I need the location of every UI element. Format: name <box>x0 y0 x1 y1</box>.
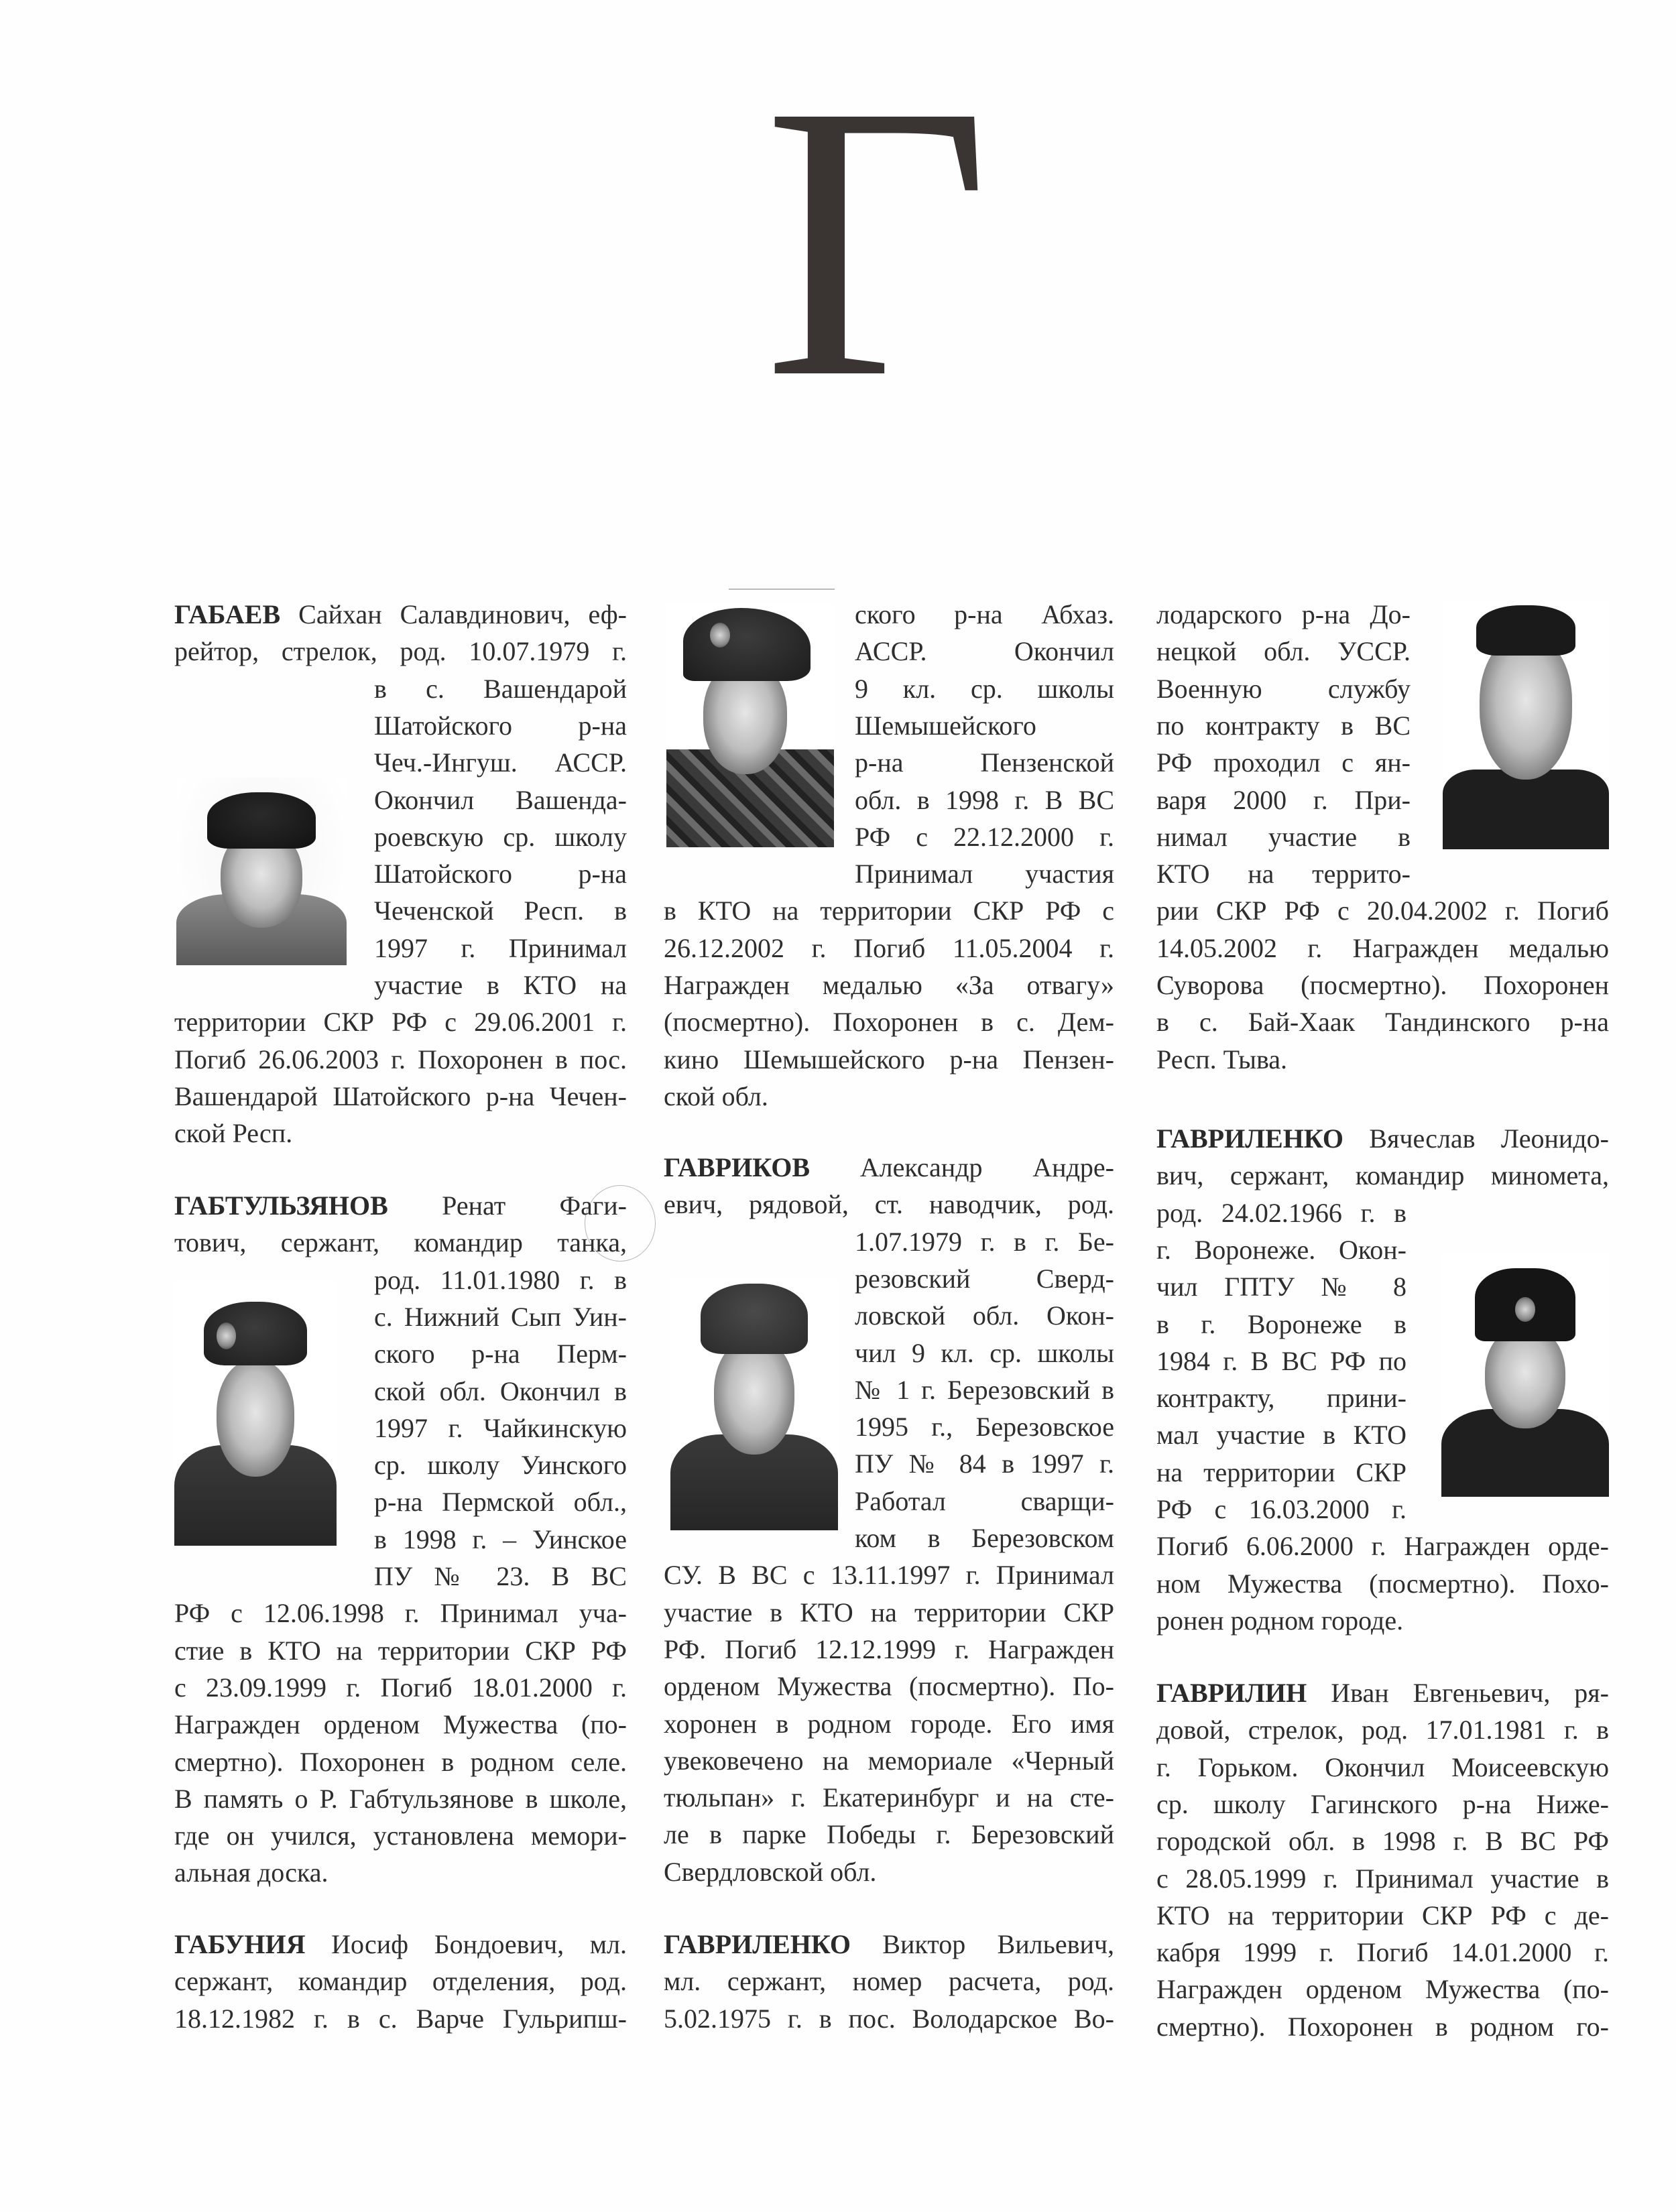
line-text: городской обл. в 1998 г. В ВС РФ <box>1156 1826 1609 1857</box>
biography-line <box>174 1187 627 1224</box>
line-text: КТО на террито- <box>1156 859 1411 889</box>
line-text: сержант, командир отделения, род. <box>174 1966 627 1997</box>
line-text: нецкой обл. УССР. <box>1156 636 1411 667</box>
line-text: чил 9 кл. ср. школы <box>855 1337 1114 1368</box>
photo-face <box>714 1339 794 1455</box>
line-text: Окончил Вашенда- <box>374 784 627 815</box>
biography-line <box>1156 1003 1609 1040</box>
biography-line <box>1156 2008 1609 2045</box>
biography-line <box>374 1373 627 1410</box>
biography-line <box>1156 1306 1406 1343</box>
photo-hair <box>207 792 316 849</box>
line-text: ком в Березовском <box>855 1523 1114 1553</box>
photo-cap-badge <box>710 623 730 647</box>
line-text: смертно). Похоронен в родном селе. <box>174 1746 627 1777</box>
line-text: КТО на территории СКР РФ с де- <box>1156 1900 1609 1930</box>
biography-line <box>1156 1157 1609 1194</box>
line-text: Вячеслав Леонидо- <box>1369 1123 1609 1154</box>
line-text: Шатойского р-на <box>374 710 627 741</box>
line-text: стие в КТО на территории СКР РФ <box>174 1635 627 1666</box>
surname: ГАВРИКОВ <box>664 1152 811 1182</box>
biography-line <box>374 707 627 744</box>
biography-line <box>1156 1565 1609 1602</box>
biography-line <box>374 1483 627 1520</box>
biography-line <box>1156 930 1609 967</box>
line-text: смертно). Похоронен в родном го- <box>1156 2011 1609 2042</box>
line-text: в с. Вашендарой <box>374 673 627 704</box>
biography-line <box>664 1816 1114 1853</box>
biography-line <box>174 1115 627 1152</box>
photo-face <box>217 1360 294 1477</box>
line-text: РФ с 12.06.1998 г. Принимал уча- <box>174 1598 627 1629</box>
biography-line <box>174 1595 627 1632</box>
line-text: РФ с 16.03.2000 г. <box>1156 1494 1406 1524</box>
line-text: орденом Мужества (посмертно). По- <box>664 1671 1114 1702</box>
biography-line <box>374 818 627 855</box>
biography-line <box>174 2000 627 2037</box>
line-text: участие в КТО на территории СКР <box>664 1597 1114 1627</box>
line-text: ловской обл. Окон- <box>855 1300 1114 1331</box>
biography-line <box>664 1003 1114 1040</box>
biography-line <box>855 1483 1114 1520</box>
biography-line <box>855 855 1114 892</box>
biography-line <box>1156 707 1411 744</box>
portrait-photo-gabuniya <box>666 603 834 847</box>
line-text: Иван Евгеньевич, ря- <box>1331 1678 1609 1708</box>
biography-line <box>664 1631 1114 1668</box>
biography-line <box>855 1445 1114 1482</box>
biography-line <box>1156 967 1609 1003</box>
biography-line <box>374 1335 627 1372</box>
line-text: довой, стрелок, род. 17.01.1981 г. в <box>1156 1715 1609 1745</box>
line-text: ном Мужества (посмертно). Похо- <box>1156 1568 1609 1599</box>
section-letter: Г <box>763 24 991 458</box>
biography-line <box>855 1408 1114 1445</box>
biography-line <box>855 818 1114 855</box>
biography-line <box>1156 1491 1406 1528</box>
line-text: 1984 г. В ВС РФ по <box>1156 1345 1406 1376</box>
biography-line <box>374 670 627 707</box>
line-text: Иосиф Бондоевич, мл. <box>331 1929 627 1959</box>
biography-line <box>1156 1343 1406 1379</box>
line-text: территории СКР РФ с 29.06.2001 г. <box>174 1007 627 1038</box>
line-text: в 1998 г. – Уинское <box>374 1524 627 1554</box>
photo-cap <box>701 1284 808 1354</box>
line-text: рии СКР РФ с 20.04.2002 г. Погиб <box>1156 896 1609 926</box>
line-text: вич, сержант, командир миномета, <box>1156 1160 1609 1191</box>
line-text: № 1 г. Березовский в <box>855 1374 1114 1405</box>
biography-line <box>664 1668 1114 1705</box>
biography-line <box>855 670 1114 707</box>
biography-line <box>174 1706 627 1743</box>
line-text: Ренат Фаги- <box>442 1190 627 1221</box>
biography-line <box>1156 744 1411 781</box>
biography-line <box>174 1780 627 1817</box>
line-text: ПУ № 84 в 1997 г. <box>855 1449 1114 1479</box>
line-text: кино Шемышейского р-на Пензен- <box>664 1044 1114 1074</box>
line-text: Шатойского р-на <box>374 859 627 889</box>
line-text: Награжден медалью «За отвагу» <box>664 970 1114 1000</box>
line-text: по контракту в ВС <box>1156 710 1411 741</box>
biography-line <box>855 596 1114 633</box>
biography-line <box>174 1743 627 1780</box>
surname: ГАБАЕВ <box>174 599 281 629</box>
portrait-photo-gavrilenko-viktor <box>1443 601 1609 849</box>
line-text: ского р-на Перм- <box>374 1339 627 1369</box>
line-text: на территории СКР <box>1156 1457 1406 1487</box>
photo-hair <box>1476 605 1576 655</box>
biography-line <box>174 1669 627 1706</box>
biography-line <box>664 2000 1114 2037</box>
biography-line <box>1156 1602 1609 1639</box>
biography-line <box>374 1521 627 1558</box>
biography-line <box>174 596 627 633</box>
line-text: СУ. В ВС с 13.11.1997 г. Принимал <box>664 1560 1114 1591</box>
biography-line <box>174 1817 627 1854</box>
biography-line <box>664 930 1114 967</box>
biography-line <box>1156 1971 1609 2008</box>
line-text: (посмертно). Похоронен в с. Дем- <box>664 1007 1114 1038</box>
line-text: обл. в 1998 г. В ВС <box>855 784 1114 815</box>
biography-line <box>664 1078 1114 1115</box>
biography-line <box>1156 1416 1406 1453</box>
line-text: Работал сварщи- <box>855 1485 1114 1516</box>
line-text: Респ. Тыва. <box>1156 1044 1288 1074</box>
line-text: РФ. Погиб 12.12.1999 г. Награжден <box>664 1634 1114 1664</box>
biography-line <box>374 1558 627 1595</box>
line-text: роевскую ср. школу <box>374 821 627 852</box>
biography-line <box>1156 1786 1609 1823</box>
line-text: Свердловской обл. <box>664 1856 877 1887</box>
photo-face <box>1485 1327 1565 1428</box>
photo-cap-badge <box>1515 1297 1535 1321</box>
biography-line <box>664 892 1114 929</box>
biography-line <box>855 1297 1114 1334</box>
line-text: р-на Пензенской <box>855 747 1114 778</box>
line-text: нимал участие в <box>1156 821 1411 852</box>
biography-line <box>664 1926 1114 1963</box>
surname: ГАБТУЛЬЗЯНОВ <box>174 1190 388 1221</box>
line-text: род. 11.01.1980 г. в <box>374 1264 627 1295</box>
biography-line <box>664 1779 1114 1816</box>
photo-face <box>1480 635 1573 780</box>
biography-line <box>174 1926 627 1963</box>
line-text: г. Горьком. Окончил Моисеевскую <box>1156 1752 1609 1782</box>
biography-line <box>374 1447 627 1483</box>
biography-line <box>174 1963 627 2000</box>
biography-line <box>855 782 1114 818</box>
biography-line <box>855 1223 1114 1260</box>
line-text: хоронен в родном городе. Его имя <box>664 1708 1114 1739</box>
biography-line <box>174 1003 627 1040</box>
line-text: г. Воронеже. Окон- <box>1156 1234 1406 1265</box>
biography-line <box>855 707 1114 744</box>
line-text: Чеч.-Ингуш. АССР. <box>374 747 627 778</box>
biography-line <box>174 1224 627 1261</box>
line-text: лодарского р-на До- <box>1156 599 1411 629</box>
line-text: рейтор, стрелок, род. 10.07.1979 г. <box>174 636 627 667</box>
line-text: с. Нижний Сып Уин- <box>374 1301 627 1332</box>
surname: ГАВРИЛИН <box>1156 1678 1307 1708</box>
line-text: тюльпан» г. Екатеринбург и на сте- <box>664 1782 1114 1813</box>
biography-line <box>374 1262 627 1298</box>
biography-line <box>174 1854 627 1891</box>
line-text: 5.02.1975 г. в пос. Володарское Во- <box>664 2003 1114 2034</box>
line-text: ского р-на Абхаз. <box>855 599 1114 629</box>
biography-line <box>664 1186 1114 1223</box>
biography-line <box>855 1520 1114 1556</box>
surname: ГАВРИЛЕНКО <box>664 1929 851 1959</box>
line-text: где он учился, установлена мемори- <box>174 1821 627 1851</box>
biography-line <box>664 1556 1114 1593</box>
line-text: Чеченской Респ. в <box>374 896 627 926</box>
line-text: Военную службу <box>1156 673 1411 704</box>
biography-line <box>1156 1711 1609 1748</box>
line-text: чил ГПТУ № 8 <box>1156 1272 1406 1302</box>
biography-line <box>1156 633 1411 670</box>
photo-cap-badge <box>217 1323 236 1349</box>
biography-line <box>1156 1454 1406 1491</box>
biography-line <box>855 1260 1114 1297</box>
photo-shoulders <box>1443 770 1609 849</box>
line-text: ской Респ. <box>174 1118 293 1149</box>
portrait-photo-gavrilenko-vyacheslav <box>1441 1253 1609 1497</box>
line-text: Вашендарой Шатойского р-на Чечен- <box>174 1081 627 1111</box>
surname: ГАВРИЛЕНКО <box>1156 1123 1343 1154</box>
biography-line <box>174 1041 627 1078</box>
line-text: 1997 г. Чайкинскую <box>374 1412 627 1443</box>
biography-line <box>1156 1528 1609 1564</box>
line-text: кабря 1999 г. Погиб 14.01.2000 г. <box>1156 1937 1609 1968</box>
biography-line <box>1156 1749 1609 1786</box>
line-text: мал участие в КТО <box>1156 1420 1406 1451</box>
biography-line <box>855 1371 1114 1408</box>
biography-line <box>374 855 627 892</box>
line-text: с 28.05.1999 г. Принимал участие в <box>1156 1863 1609 1894</box>
biography-line <box>1156 1823 1609 1859</box>
biography-line <box>374 744 627 781</box>
biography-line <box>374 782 627 818</box>
biography-line <box>374 930 627 967</box>
line-text: ронен родном городе. <box>1156 1605 1404 1636</box>
line-text: тович, сержант, командир танка, <box>174 1227 627 1258</box>
line-text: род. 24.02.1966 г. в <box>1156 1197 1406 1228</box>
biography-line <box>1156 1268 1406 1305</box>
biography-line <box>1156 782 1411 818</box>
biography-line <box>664 967 1114 1003</box>
line-text: Шемышейского <box>855 710 1036 741</box>
biography-line <box>664 1963 1114 2000</box>
line-text: ской обл. <box>664 1081 768 1111</box>
line-text: участие в КТО на <box>374 970 627 1000</box>
line-text: 9 кл. ср. школы <box>855 673 1114 704</box>
biography-line <box>374 1298 627 1335</box>
biography-line <box>1156 855 1411 892</box>
line-text: Погиб 26.06.2003 г. Похоронен в пос. <box>174 1044 627 1074</box>
biography-line <box>1156 1379 1406 1416</box>
biography-line <box>664 1594 1114 1631</box>
biography-line <box>1156 1120 1609 1157</box>
biography-line <box>374 967 627 1003</box>
line-text: 26.12.2002 г. Погиб 11.05.2004 г. <box>664 932 1114 963</box>
line-text: 1.07.1979 г. в г. Бе- <box>855 1226 1114 1257</box>
biography-line <box>1156 1897 1609 1934</box>
line-text: 1995 г., Березовское <box>855 1412 1114 1442</box>
line-text: ПУ № 23. В ВС <box>374 1561 627 1591</box>
biography-line <box>374 1410 627 1447</box>
biography-line <box>1156 1194 1406 1231</box>
surname: ГАБУНИЯ <box>174 1929 306 1959</box>
biography-line <box>1156 1041 1609 1078</box>
line-text: варя 2000 г. При- <box>1156 784 1411 815</box>
line-text: Награжден орденом Мужества (по- <box>174 1709 627 1740</box>
line-text: в с. Бай-Хаак Тандинского р-на <box>1156 1007 1609 1038</box>
biography-line <box>664 1041 1114 1078</box>
decorative-rule <box>729 589 835 590</box>
biography-line <box>174 1632 627 1669</box>
line-text: Виктор Вильевич, <box>882 1929 1114 1959</box>
line-text: с 23.09.1999 г. Погиб 18.01.2000 г. <box>174 1672 627 1703</box>
portrait-photo-gavrikov <box>670 1278 838 1530</box>
portrait-photo-gabtulzyanov <box>174 1280 337 1546</box>
line-text: РФ с 22.12.2000 г. <box>855 821 1114 852</box>
line-text: 18.12.1982 г. в с. Варче Гульрипш- <box>174 2003 627 2034</box>
line-text: ской обл. Окончил в <box>374 1375 627 1406</box>
line-text: Погиб 6.06.2000 г. Награжден орде- <box>1156 1531 1609 1562</box>
line-text: в КТО на территории СКР РФ с <box>664 896 1114 926</box>
line-text: ср. школу Уинского <box>374 1450 627 1481</box>
biography-line <box>1156 818 1411 855</box>
biography-line <box>1156 1674 1609 1711</box>
biography-line <box>855 1335 1114 1371</box>
line-text: Принимал участия <box>855 859 1114 889</box>
line-text: РФ проходил с ян- <box>1156 747 1411 778</box>
biography-line <box>374 892 627 929</box>
biography-line <box>1156 892 1609 929</box>
line-text: в г. Воронеже в <box>1156 1308 1406 1339</box>
biography-line <box>174 1078 627 1115</box>
portrait-photo-gabaev <box>176 778 347 965</box>
biography-line <box>664 1742 1114 1779</box>
line-text: 1997 г. Принимал <box>374 932 627 963</box>
line-text: Суворова (посмертно). Похоронен <box>1156 970 1609 1000</box>
line-text: р-на Пермской обл., <box>374 1487 627 1518</box>
biography-line <box>1156 596 1411 633</box>
biography-line <box>1156 1231 1406 1268</box>
line-text: альная доска. <box>174 1857 328 1888</box>
biography-line <box>855 744 1114 781</box>
biography-line <box>664 1853 1114 1890</box>
biography-line <box>174 633 627 670</box>
line-text: Награжден орденом Мужества (по- <box>1156 1974 1609 2005</box>
line-text: контракту, прини- <box>1156 1383 1406 1414</box>
line-text: резовский Сверд- <box>855 1263 1114 1294</box>
biography-line <box>1156 1934 1609 1971</box>
line-text: АССР. Окончил <box>855 636 1114 667</box>
line-text: Сайхан Салавдинович, еф- <box>298 599 627 629</box>
line-text: мл. сержант, номер расчета, род. <box>664 1966 1114 1997</box>
line-text: евич, рядовой, ст. наводчик, род. <box>664 1189 1114 1220</box>
biography-line <box>664 1705 1114 1742</box>
biography-line <box>664 1149 1114 1186</box>
line-text: В память о Р. Габтульзянове в школе, <box>174 1783 627 1814</box>
biography-line <box>1156 1860 1609 1897</box>
line-text: ле в парке Победы г. Березовский <box>664 1819 1114 1850</box>
biography-line <box>1156 670 1411 707</box>
biography-line <box>855 633 1114 670</box>
line-text: увековечено на мемориале «Черный <box>664 1745 1114 1776</box>
line-text: Александр Андре- <box>859 1152 1114 1182</box>
line-text: ср. школу Гагинского р-на Ниже- <box>1156 1788 1609 1819</box>
line-text: 14.05.2002 г. Награжден медалью <box>1156 932 1609 963</box>
